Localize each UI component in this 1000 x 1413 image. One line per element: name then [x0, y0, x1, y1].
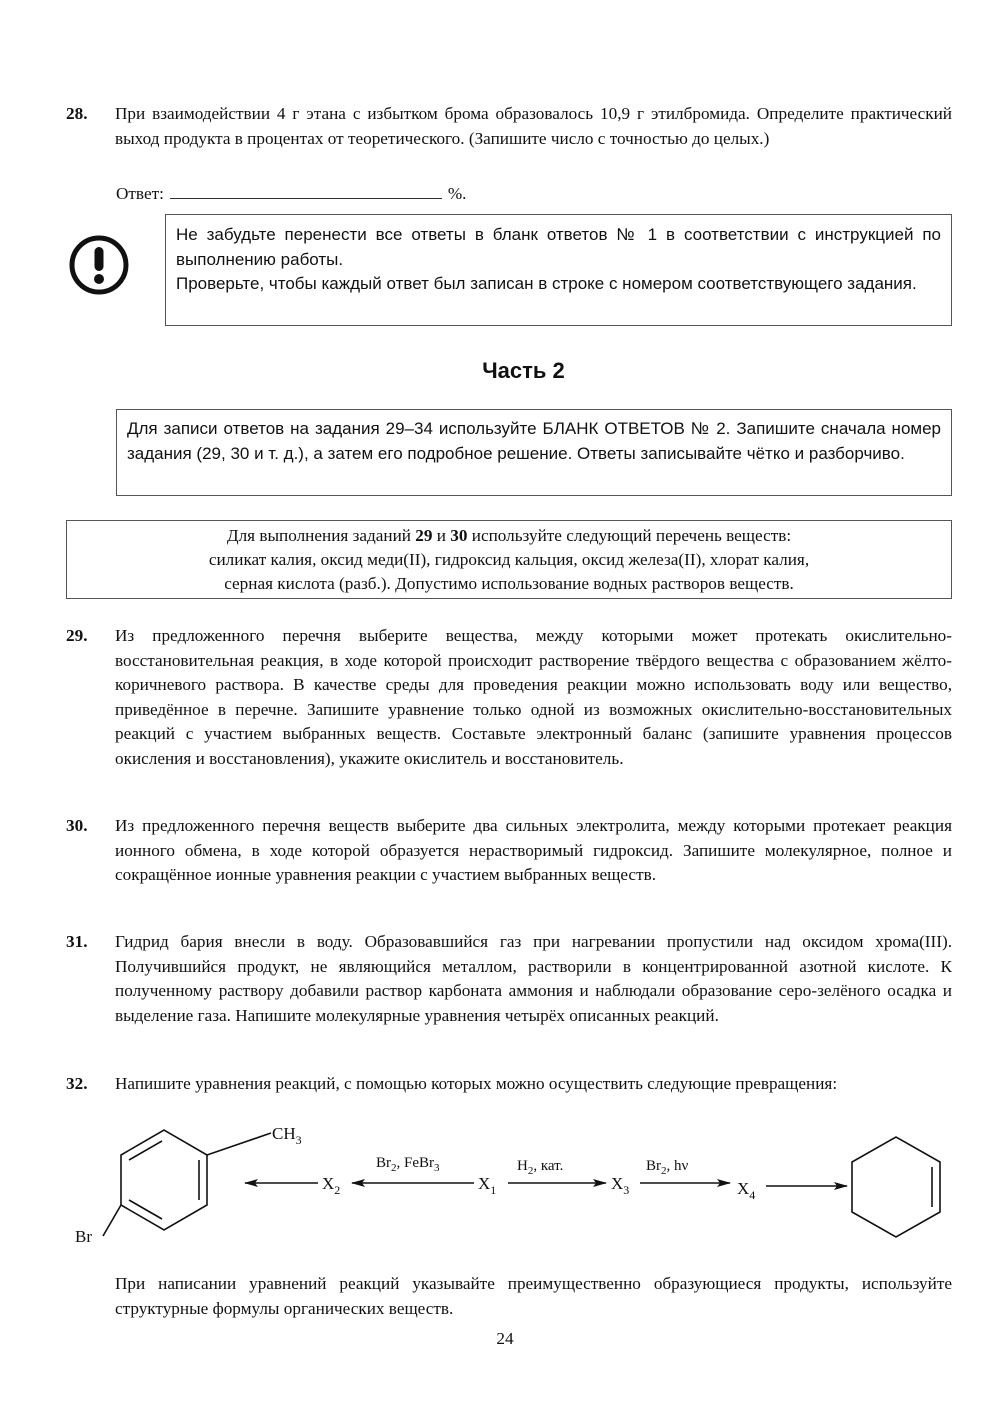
- label-x1: $X_1$: [478, 1174, 497, 1197]
- answer-field[interactable]: [170, 184, 442, 199]
- label-x2: $X_2$: [322, 1174, 341, 1197]
- task-text: Из предложенного перечня веществ выберите два сильных электролита, между которыми протекает реакция ионного обмена, в ходе которой образуется нерастворимый гидроксид. Запишите молекулярное, полное и сокращённое ионные уравнения реакции с участием выбранных веществ.: [115, 816, 952, 884]
- task-30: [66, 814, 952, 888]
- instructions-text: Для записи ответов на задания 29–34 используйте БЛАНК ОТВЕТОВ № 2. Запишите сначала номер задания (29, 30 и т. д.), а затем его подробное решение. Ответы записывайте чётко и разборчиво.: [127, 419, 941, 463]
- reagent-bromination: $Br_2$, FeBr$_3$: [376, 1155, 440, 1174]
- cyclohexene-structure: [852, 1137, 940, 1237]
- substances-line-1: Для выполнения заданий 29 и 30 используйте следующий перечень веществ:: [226, 526, 792, 545]
- substances-box: [66, 520, 952, 599]
- label-x3: $X_3$: [611, 1174, 630, 1197]
- label-ch3: $CH_3$: [272, 1124, 302, 1147]
- task-number: 31.: [66, 932, 88, 951]
- answer-label: Ответ:: [116, 184, 164, 203]
- task-number: 29.: [66, 626, 88, 645]
- reaction-scheme: [0, 1115, 1000, 1255]
- instructions-box: [116, 409, 952, 496]
- notice-line-2: Проверьте, чтобы каждый ответ был записан в строке с номером соответствующего задания.: [176, 274, 917, 293]
- notice-line-1: Не забудьте перенести все ответы в бланк ответов № 1 в соответствии с инструкцией по выполнению работы.: [176, 225, 941, 269]
- task-32: [66, 1072, 952, 1097]
- task-text: Из предложенного перечня выберите вещества, между которыми может протекать окислительно-восстановительная реакция, в ходе которой происходит растворение твёрдого вещества с образованием жёлто-коричневого раствора. В качестве среды для проведения реакции можно использовать воду или вещество, приведённое в перечне. Запишите уравнение только одной из возможных окислительно-восстановительных реакций с участием выбранных веществ. Составьте электронный баланс (запишите уравнения процессов окисления и восстановления), укажите окислитель и восстановитель.: [115, 626, 952, 768]
- task-ref-30: 30: [450, 526, 468, 545]
- task-text: Гидрид бария внесли в воду. Образовавшийся газ при нагревании пропустили над оксидом хрома(III). Получившийся продукт, не являющийся металлом, растворили в концентрированной азотной кислоте. К полученному раствору добавили раствор карбоната аммония и наблюдали образование серо-зелёного осадка и выделение газа. Напишите молекулярные уравнения четырёх описанных реакций.: [115, 932, 952, 1025]
- exclamation-circle-icon: [68, 234, 130, 296]
- task-28: [66, 102, 952, 151]
- answer-unit: %.: [447, 184, 467, 203]
- label-x4: $X_4$: [737, 1179, 756, 1202]
- label-br: Br: [75, 1227, 92, 1246]
- page-title: Часть 2: [482, 358, 565, 383]
- task-number: 30.: [66, 816, 88, 835]
- task-31: [66, 930, 952, 1028]
- task-29: [66, 624, 952, 771]
- substances-line-2: силикат калия, оксид меди(II), гидроксид кальция, оксид железа(II), хлорат калия,: [208, 550, 810, 569]
- answer-row: [116, 182, 466, 207]
- task-text: При взаимодействии 4 г этана с избытком брома образовалось 10,9 г этилбромида. Определите практический выход продукта в процентах от теоретического. (Запишите число с точностью до целых.): [115, 104, 952, 148]
- task-32-note: При написании уравнений реакций указывайте преимущественно образующиеся продукты, используйте структурные формулы органических веществ.: [115, 1274, 952, 1318]
- task-ref-29: 29: [415, 526, 433, 545]
- reagent-radical-bromination: $Br_2$, hν: [646, 1158, 689, 1177]
- notice-box: [165, 214, 952, 326]
- page-number: 24: [496, 1329, 514, 1348]
- task-number: 32.: [66, 1074, 88, 1093]
- task-number: 28.: [66, 104, 88, 123]
- reagent-hydrogenation: $H_2$, кат.: [517, 1158, 564, 1177]
- substances-line-3: серная кислота (разб.). Допустимо использование водных растворов веществ.: [224, 574, 794, 593]
- task-text: Напишите уравнения реакций, с помощью которых можно осуществить следующие превращения:: [115, 1074, 838, 1093]
